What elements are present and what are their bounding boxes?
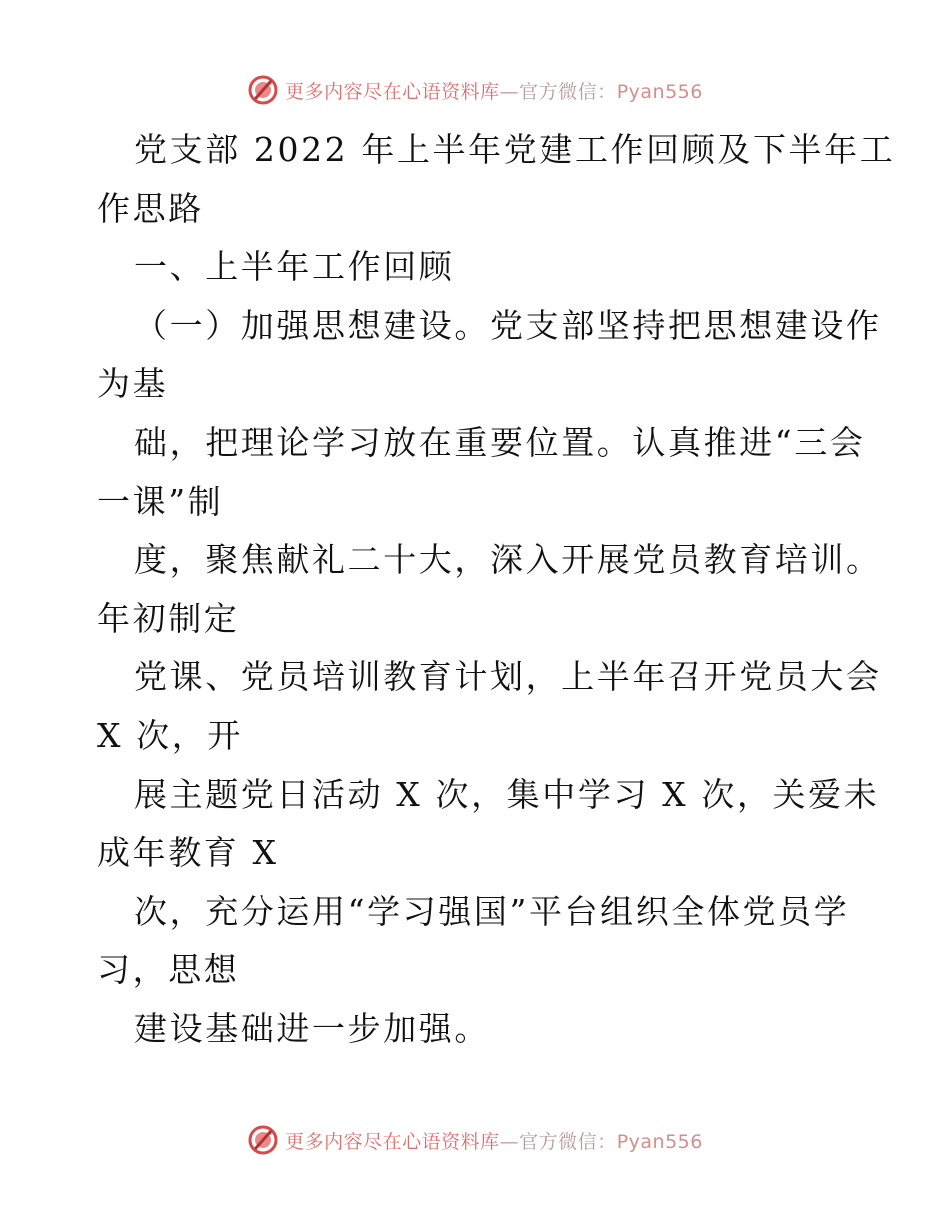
watermark-text (285, 1127, 703, 1154)
paragraph-line: 习，思想 (97, 950, 240, 990)
paragraph-line: 展主题党日活动 X 次，集中学习 X 次，关爱未 (134, 774, 880, 814)
paragraph-line: 党课、党员培训教育计划，上半年召开党员大会 (134, 657, 882, 697)
seal-pen-logo-icon (247, 1124, 279, 1156)
watermark-text (285, 77, 703, 104)
watermark-dash: — (499, 80, 520, 103)
watermark-wechat-label: 官方微信： (519, 80, 617, 103)
paragraph-line: （一）加强思想建设。党支部坚持把思想建设作 (134, 305, 882, 345)
document-body (97, 121, 896, 1059)
header-watermark (0, 70, 950, 110)
watermark-wechat-id: Pyan556 (616, 80, 703, 103)
watermark-dash: — (499, 1130, 520, 1153)
section-heading: 一、上半年工作回顾 (134, 247, 455, 287)
seal-pen-logo-icon (247, 74, 279, 106)
paragraph-line: 一课”制 (97, 481, 224, 521)
watermark-wechat-id: Pyan556 (616, 1130, 703, 1153)
paragraph-line: 成年教育 X (97, 833, 279, 873)
paragraph-line: 础，把理论学习放在重要位置。认真推进“三会 (134, 422, 866, 462)
paragraph-line: 次，充分运用“学习强国”平台组织全体党员学 (134, 891, 850, 931)
paragraph-line: 年初制定 (97, 598, 240, 638)
watermark-site-text: 更多内容尽在心语资料库 (285, 1130, 500, 1153)
footer-watermark (0, 1120, 950, 1160)
paragraph-line: 为基 (97, 364, 169, 404)
watermark-site-text: 更多内容尽在心语资料库 (285, 80, 500, 103)
document-title-line-1: 党支部 2022 年上半年党建工作回顾及下半年工 (134, 130, 896, 169)
paragraph-line: 建设基础进一步加强。 (134, 1008, 490, 1048)
paragraph-line: X 次，开 (97, 715, 243, 755)
document-title-line-2: 作思路 (97, 188, 204, 228)
paragraph-line: 度，聚焦献礼二十大，深入开展党员教育培训。 (134, 540, 882, 580)
watermark-wechat-label: 官方微信： (519, 1130, 617, 1153)
